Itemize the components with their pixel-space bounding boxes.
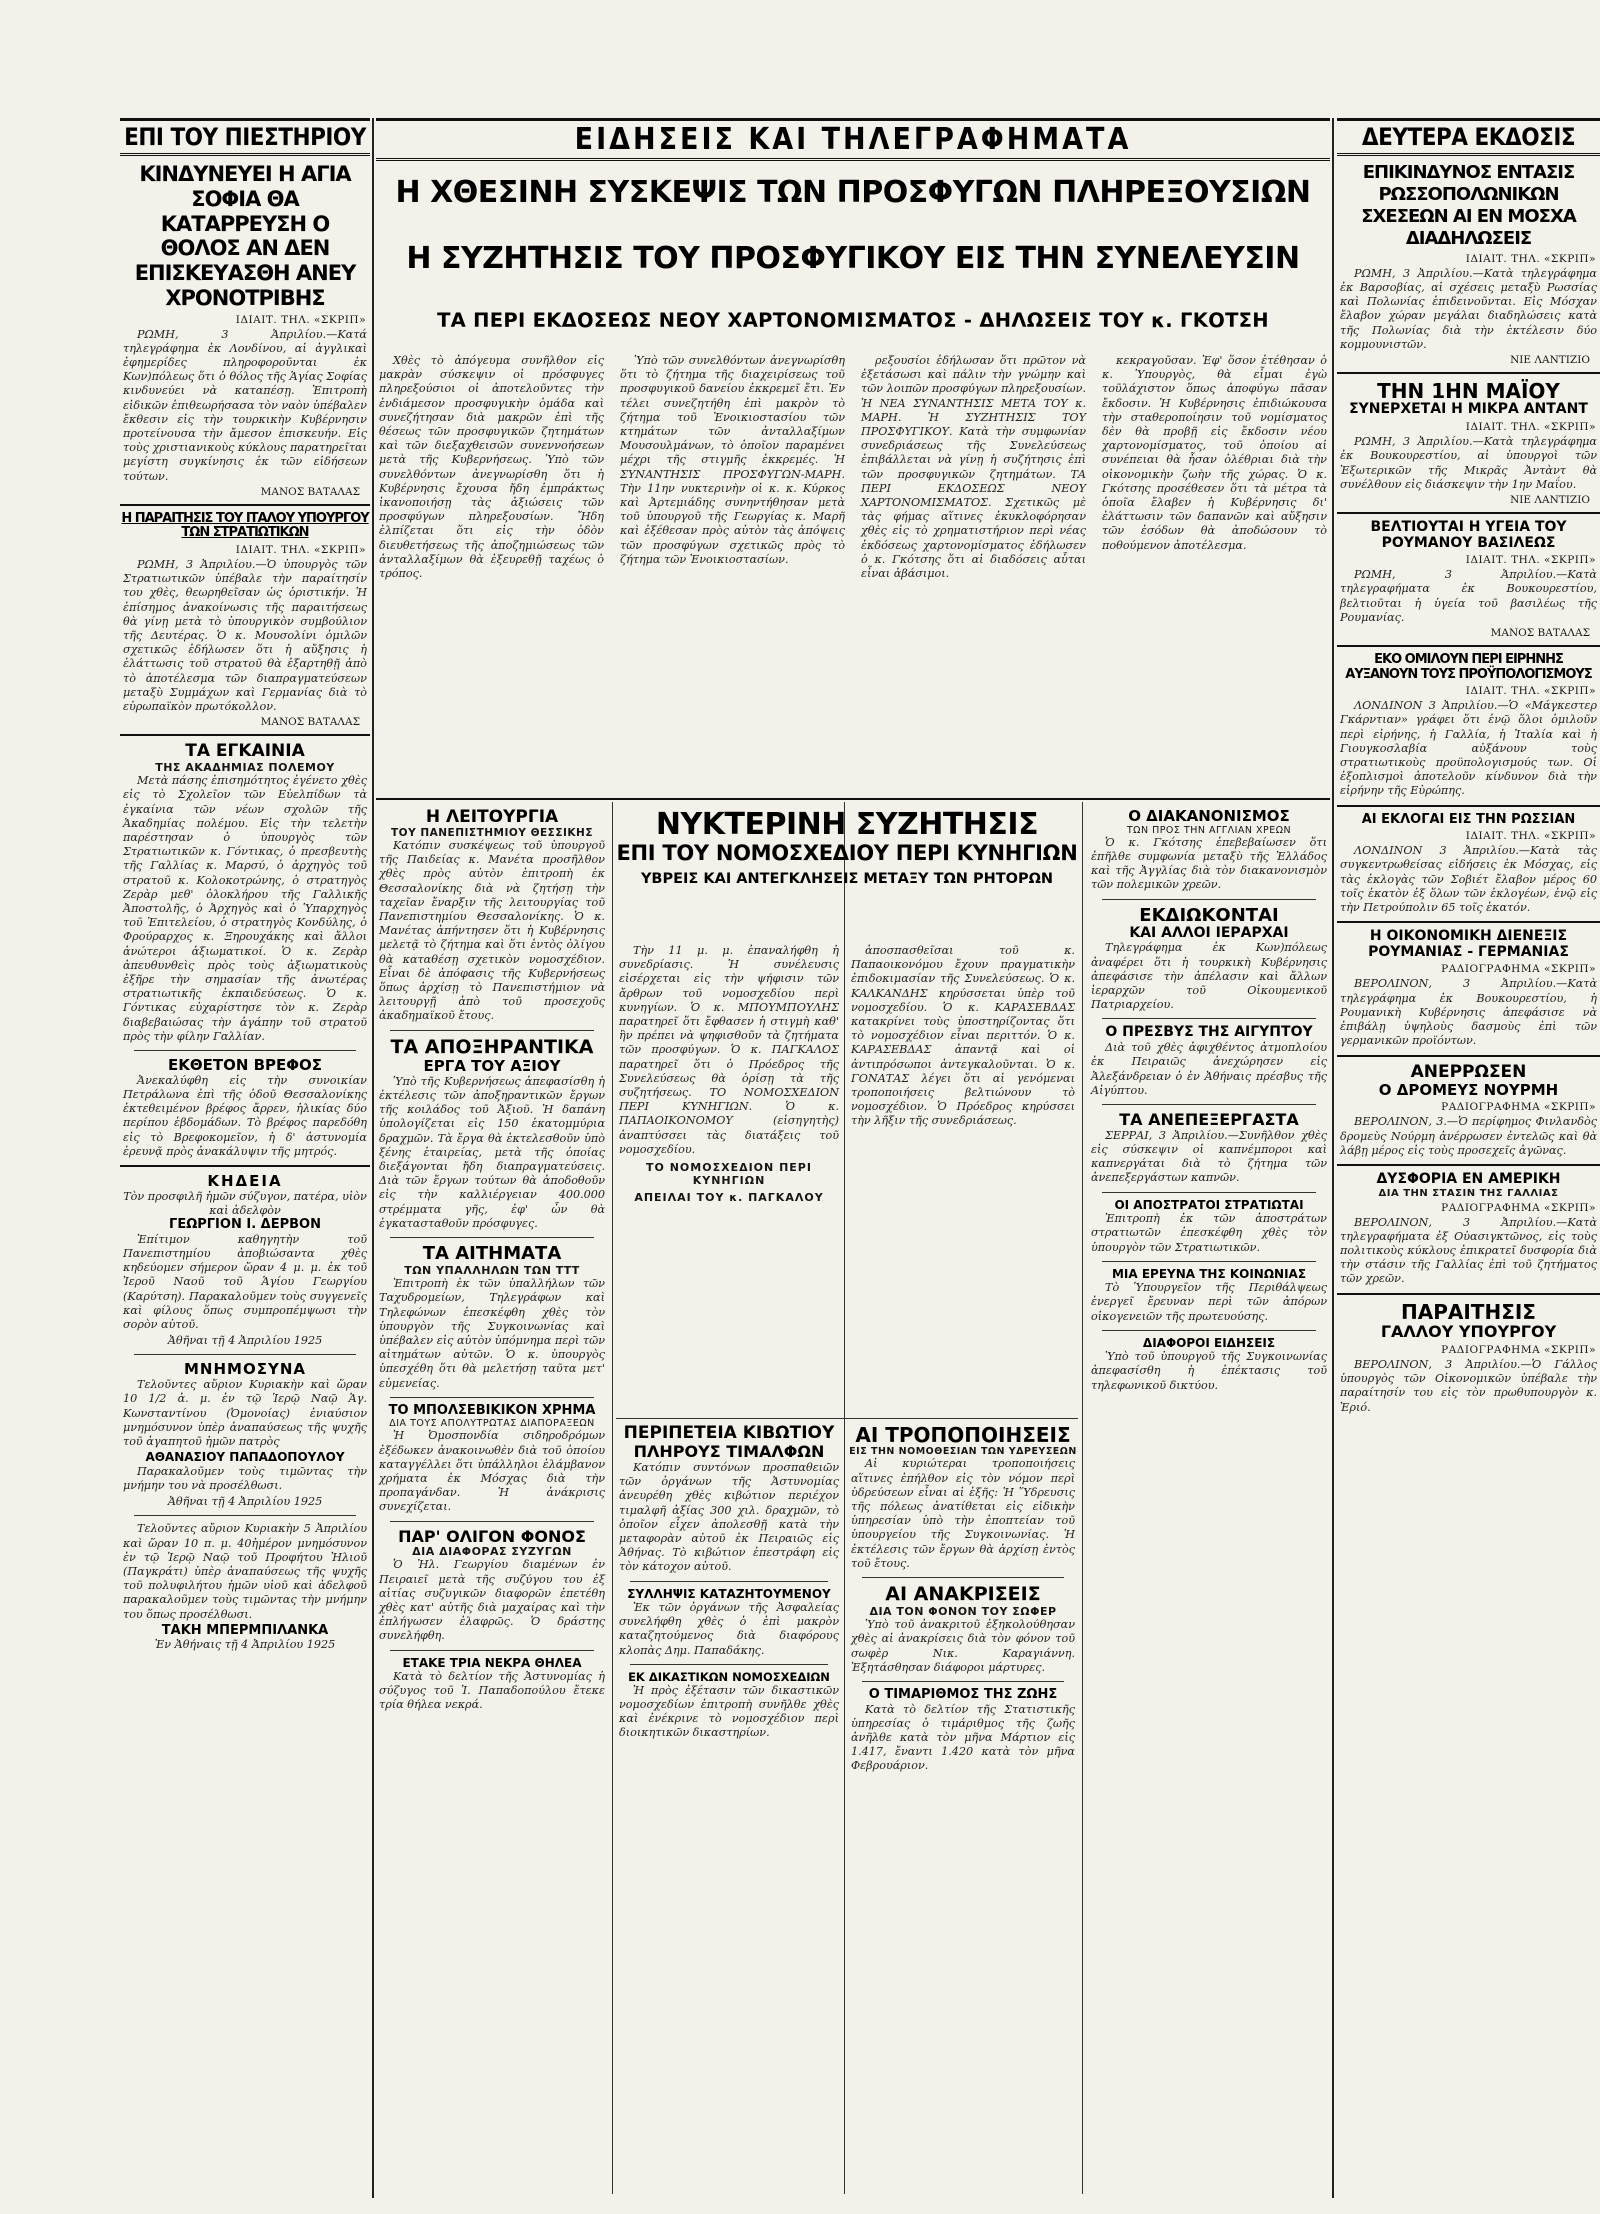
- memorial-headline: ΜΝΗΜΟΣΥΝΑ: [184, 1360, 306, 1379]
- divider: [1102, 1261, 1316, 1262]
- quarrel-subheadline: ΔΙΑ ΔΙΑΦΟΡΑΣ ΣΥΖΥΓΩΝ: [412, 1545, 572, 1559]
- divider: [376, 798, 1330, 800]
- article-text: ΛΟΝΔΙΝΟΝ 3 Ἀπριλίου.—Κατὰ τὰς συγκεντρωθείσας εἰδήσεις ἐκ Μόσχας, εἰς τὰς ἐκλογὰς τῶν Σοβιέτ ἔλαβον μέρος 60 τοῖς ἑκατὸν ἐξ ὅλων τῶν ἐκλογέων, ἐνῷ εἰς τὴν Πετρούπολιν 65 τοῖς ἑκατόν.: [1340, 844, 1597, 914]
- divider: [120, 504, 370, 506]
- article-text: Κατόπιν συντόνων προσπαθειῶν τῶν ὀργάνων τῆς Ἀστυνομίας ἀνευρέθη χθὲς κιβώτιον περιέχον τιμαλφῆ ἀξίας 300 χιλ. δραχμῶν, τὸ ὁποῖον εἶχεν ἀπολεσθῇ κατὰ τὴν μεταφορὰν αὐτοῦ ἐκ Πειραιῶς εἰς Ἀθήνας. Τὸ κιβώτιον ἐπεστράφη εἰς τὸν κάτοχον αὐτοῦ.: [619, 1460, 839, 1574]
- king-body: [1337, 568, 1600, 625]
- memorial2-body: [120, 1522, 370, 1621]
- resignation-body: [120, 558, 370, 714]
- article-text: Χθὲς τὸ ἀπόγευμα συνῆλθον εἰς μακρὰν σύσκεψιν οἱ πρόσφυγες πληρεξούσιοι οἱ ἀποτελοῦντες τὴν ἐνδιάμεσον προσφυγικὴν ὁμάδα καὶ συνεζήτησαν διὰ μακρῶν ἐπὶ τῆς θέσεως τῶν προσφυγικῶν ζητημάτων καὶ τῶν διεξαχθεισῶν συνεννοήσεων μετὰ τῆς Κυβερνήσεως. Ὑπὸ τῶν συνελθόντων ἀνεγνωρίσθη ὅτι ἡ Κυβέρνησις ἔχουσα ἤδη ἐμπράκτως ἱκανοποιήσῃ τὰς ἀξιώσεις τῶν προσφύγων πληρεξουσίων. Ἤδη ἐλπίζεται ὅτι εἰς τὴν ὁδὸν διευθετήσεως τῆς ἀποζημιώσεως τῶν ἀνταλλαξίμων θὰ ἐξευρεθῇ ταχέως ὁ τρόπος.: [379, 354, 604, 581]
- divider: [1337, 1055, 1600, 1057]
- debate-header: [616, 808, 1078, 940]
- dead-births-headline: ΕΤΑΚΕ ΤΡΙΑ ΝΕΚΡΑ ΘΗΛΕΑ: [402, 1655, 582, 1670]
- lead-column-1: [376, 354, 607, 794]
- debate-headline: ΝΥΚΤΕΡΙΝΗ ΣΥΖΗΤΗΣΙΣ: [655, 808, 1039, 842]
- debate-column-2: [848, 944, 1078, 1414]
- academy-headline: ΤΑ ΕΓΚΑΙΝΙΑ: [185, 741, 305, 762]
- funeral-intro: Τὸν προσφιλῆ ἡμῶν σύζυγον, πατέρα, υἱὸν καὶ ἀδελφὸν: [123, 1189, 367, 1218]
- egypt-headline: Ο ΠΡΕΣΒΥΣ ΤΗΣ ΑΙΓΥΠΤΟΥ: [1105, 1024, 1313, 1041]
- divider: [1337, 1164, 1600, 1166]
- lead-column-2: [617, 354, 848, 794]
- article-text: Παρακαλοῦμεν τοὺς τιμῶντας τὴν μνήμην του νὰ προσέλθωσι.: [123, 1464, 367, 1492]
- court-body: [616, 1684, 842, 1741]
- byline: ΙΔΙΑΙΤ. ΤΗΛ. «ΣΚΡΙΠ»: [1465, 830, 1596, 843]
- infant-headline: ΕΚΘΕΤΟΝ ΒΡΕΦΟΣ: [167, 1056, 323, 1075]
- reforms-subheadline: ΕΙΣ ΤΗΝ ΝΟΜΟΘΕΣΙΑΝ ΤΩΝ ΥΔΡΕΥΣΕΩΝ: [849, 1446, 1077, 1458]
- reforms-body: [848, 1457, 1078, 1571]
- bishops-headline: ΕΚΔΙΩΚΟΝΤΑΙ: [1139, 904, 1279, 926]
- signature: ΜΑΝΟΣ ΒΑΤΑΛΑΣ: [260, 485, 360, 498]
- drainage-body: [376, 1075, 608, 1231]
- tobacco-body: [1088, 1129, 1330, 1186]
- veterans-headline: ΟΙ ΑΠΟΣΤΡΑΤΟΙ ΣΤΡΑΤΙΩΤΑΙ: [1114, 1197, 1304, 1212]
- entente-headline: ΤΗΝ 1ΗΝ ΜΑΪΟΥ: [1377, 379, 1560, 404]
- funeral-headline: ΚΗΔΕΙΑ: [207, 1172, 283, 1191]
- article-text: Τελοῦντες αὔριον Κυριακὴν καὶ ὥραν 10 1/2 ἀ. μ. ἐν τῷ Ἱερῷ Ναῷ Ἁγ. Κωνσταντίνου (Ὀμονοίας) ἐνιαύσιον μνημόσυνον ὑπὲρ ἀναπαύσεως τῆς ψυχῆς τοῦ ἀγαπητοῦ ἡμῶν πατρὸς: [123, 1378, 367, 1449]
- byline: ΡΑΔΙΟΓΡΑΦΗΜΑ «ΣΚΡΙΠ»: [1441, 1343, 1596, 1356]
- refugees-headline: Η ΧΘΕΣΙΝΗ ΣΥΣΚΕΨΙΣ ΤΩΝ ΠΡΟΣΦΥΓΩΝ ΠΛΗΡΕΞΟΥΣΙΩΝ: [395, 175, 1311, 210]
- article-text: Κατόπιν συσκέψεως τοῦ ὑπουργοῦ τῆς Παιδείας κ. Μανέτα προσῆλθον χθὲς πρὸς αὐτὸν ἐπιτροπὴ ἐκ Θεσσαλονίκης διὰ νὰ ζητήσῃ τὴν ταχεῖαν ἔναρξιν τῆς λειτουργίας τοῦ Πανεπιστημίου Θεσσαλονίκης. Ὁ κ. Μανέτας ἀπήντησεν ὅτι ἡ Κυβέρνησις μελετᾷ τὸ ζήτημα καὶ ὅτι ἐντὸς ὀλίγου θὰ καταθέσῃ σχετικὸν νομοσχέδιον. Εἶναι δὲ ἀπόφασις τῆς Κυβερνήσεως ὅπως ἀρχίσῃ τὸ Πανεπιστήμιον νὰ λειτουργῇ ἀπὸ τοῦ προσεχοῦς ἀκαδημαϊκοῦ ἔτους.: [379, 839, 605, 1023]
- divider: [1102, 1104, 1316, 1105]
- insults-subheadline: ΥΒΡΕΙΣ ΚΑΙ ΑΝΤΕΓΚΛΗΣΕΙΣ ΜΕΤΑΞΥ ΤΩΝ ΡΗΤΟΡΩΝ: [640, 871, 1054, 888]
- america-headline: ΔΥΣΦΟΡΙΑ ΕΝ ΑΜΕΡΙΚΗ: [1376, 1170, 1561, 1187]
- divider: [120, 1165, 370, 1167]
- hagia-sophia-body: [120, 328, 370, 484]
- russia-elections-headline: ΑΙ ΕΚΛΟΓΑΙ ΕΙΣ ΤΗΝ ΡΩΣΣΙΑΝ: [1361, 811, 1576, 827]
- article-text: Τηλεγράφημα ἐκ Κων)πόλεως ἀναφέρει ὅτι ἡ τουρκικὴ Κυβέρνησις ἀπεφάσισε τὴν ἀπέλασιν καὶ ἄλλων ἱεραρχῶν τοῦ Οἰκουμενικοῦ Πατριαρχείου.: [1091, 941, 1327, 1012]
- settlement-body: [1088, 836, 1330, 893]
- article-text: ΡΩΜΗ, 3 Ἀπριλίου.—Κατὰ τηλεγράφημα ἐκ Βουκουρεστίου, αἱ ὑπουργοὶ τῶν Ἐξωτερικῶν τῆς Μικρᾶς Ἀντὰντ θὰ συνέλθουν εἰς διάσκεψιν τὴν 1ην Μαΐου.: [1340, 435, 1597, 491]
- reforms-headline: ΑΙ ΤΡΟΠΟΠΟΙΗΣΕΙΣ: [855, 1424, 1071, 1447]
- column-rule: [844, 802, 845, 2194]
- article-text: Ἐπιτροπὴ ἐκ τῶν ὑπαλλήλων τῶν Ταχυδρομείων, Τηλεγράφων καὶ Τηλεφώνων ἐπεσκέφθη χθὲς τὸν ὑπουργὸν τῆς Συγκοινωνίας καὶ ὑπέβαλεν εἰς αὐτὸν ὑπόμνημα περὶ τῶν αἰτημάτων αὐτῶν. Ὁ κ. ὑπουργὸς ὑπεσχέθη ὅτι θὰ μελετήσῃ ταῦτα μετ' εὐμενείας.: [379, 1277, 605, 1390]
- article-text: Ὑπὸ τοῦ ἀνακριτοῦ ἐξηκολούθησαν χθὲς αἱ ἀνακρίσεις διὰ τὸν φόνον τοῦ σωφὲρ Νικ. Καραγιάννη. Ἐξητάσθησαν διάφοροι μάρτυρες.: [851, 1618, 1075, 1674]
- divider: [120, 734, 370, 736]
- signature: ΝΙΕ ΛΑΝΤΙΖΙΟ: [1510, 354, 1590, 367]
- memorial-name: ΑΘΑΝΑΣΙΟΥ ΠΑΠΑΔΟΠΟΥΛΟΥ: [145, 1450, 345, 1465]
- infant-body: [120, 1074, 370, 1159]
- memorial-date: Ἀθῆναι τῇ 4 Ἀπριλίου 1925: [167, 1495, 323, 1509]
- bolshevik-money-body: [376, 1429, 608, 1514]
- divider: [1337, 512, 1600, 514]
- settlement-subheadline: ΤΩΝ ΠΡΟΣ ΤΗΝ ΑΓΓΛΙΑΝ ΧΡΕΩΝ: [1126, 824, 1292, 836]
- civil-servants-body: [376, 1277, 608, 1391]
- society-body: [1088, 1281, 1330, 1324]
- article-text: Τὸ Ὑπουργεῖον τῆς Περιθάλψεως ἐνεργεῖ ἔρευναν περὶ τῶν ἀπόρων οἰκογενειῶν τῆς πρωτευούσης.: [1091, 1281, 1327, 1323]
- box-headline: ΠΕΡΙΠΕΤΕΙΑ ΚΙΒΩΤΙΟΥ: [623, 1424, 835, 1443]
- funeral-name: ΓΕΩΡΓΙΟΝ Ι. ΔΕΡΒΟΝ: [169, 1217, 321, 1233]
- article-text: Ὑπὸ τῆς Κυβερνήσεως ἀπεφασίσθη ἡ ἐκτέλεσις τῶν ἀποξηραντικῶν ἔργων τῆς κοιλάδος τοῦ Ἀξιοῦ. Ἡ δαπάνη ὑπολογίζεται εἰς 150 ἑκατομμύρια δραχμῶν. Τὰ ἔργα θὰ ἐκτελεσθοῦν ὑπὸ ξένης ἑταιρείας, μετὰ τῆς ὁποίας διεξάγονται ἤδη διαπραγματεύσεις. Διὰ τῶν ἔργων τούτων θὰ ἀποδοθοῦν εἰς τὴν καλλιέργειαν 400.000 στρέμματα γῆς, ἐφ' ὧν θὰ ἐγκατασταθοῦν πρόσφυγες.: [379, 1074, 605, 1230]
- article-text: Τελοῦντες αὔριον Κυριακὴν 5 Ἀπριλίου καὶ ὥραν 10 π. μ. 40ἡμέρον μνημόσυνον ἐν τῷ Ἱερῷ Ναῷ τοῦ Προφήτου Ἠλιοῦ (Παγκράτι) ὑπὲρ ἀναπαύσεως τῆς ψυχῆς τοῦ πολυφιλήτου ἡμῶν υἱοῦ καὶ ἀδελφοῦ παρακαλοῦμεν τοὺς τιμῶντας τὴν μνήμην του ὅπως προσέλθωσι.: [123, 1522, 367, 1621]
- society-headline: ΜΙΑ ΕΡΕΥΝΑ ΤΗΣ ΚΟΙΝΩΝΙΑΣ: [1111, 1266, 1307, 1281]
- column-rule: [612, 802, 613, 2194]
- byline: ΙΔΙΑΙΤ. ΤΗΛ. «ΣΚΡΙΠ»: [1465, 685, 1596, 698]
- budget-headline: ΕΚΟ ΟΜΙΛΟΥΝ ΠΕΡΙ ΕΙΡΗΝΗΣ ΑΥΞΑΝΟΥΝ ΤΟΥΣ ΠΡΟΫΠΟΛΟΓΙΣΜΟΥΣ: [1345, 652, 1592, 682]
- civil-servants-headline: ΤΑ ΑΙΤΗΜΑΤΑ: [422, 1242, 562, 1264]
- lower-column-c: [848, 1424, 1078, 2194]
- article-text: Ὁ Ἠλ. Γεωργίου διαμένων ἐν Πειραιεῖ μετὰ τῆς συζύγου του ἐξ αἰτίας συζυγικῶν διαφορῶν ἐπετέθη χθὲς κατ' αὐτῆς διὰ μαχαίρας καὶ τὴν ἐπλήγωσεν ἐλαφρῶς. Ὁ δράστης συνελήφθη.: [379, 1558, 605, 1643]
- divider: [616, 1418, 1078, 1419]
- middle-banner: ΕΙΔΗΣΕΙΣ ΚΑΙ ΤΗΛΕΓΡΑΦΗΜΑΤΑ: [376, 118, 1330, 161]
- column-rule: [1082, 802, 1083, 2194]
- article-text: ΡΩΜΗ, 3 Ἀπριλίου.—Ὁ ὑπουργὸς τῶν Στρατιωτικῶν ὑπέβαλε τὴν παραίτησίν του χθὲς, θεωρηθεῖσαν ὡς ὁριστικήν. Ἡ ἐπίσημος ἀνακοίνωσις τῆς παραιτήσεως θὰ γίνῃ μετὰ τὸ ὑπουργικὸν συμβούλιον τῆς Δευτέρας. Ὁ κ. Μουσολίνι ὁμιλῶν σχετικῶς ἐδήλωσεν ὅτι ἡ αὔξησις ἡ ἐλάττωσις τοῦ στρατοῦ θὰ ἐξαρτηθῇ ἀπὸ τὸ ἀποτέλεσμα τῶν διαπραγματεύσεων μεταξὺ Συμμάχων καὶ Γερμανίας διὰ τὸ εὐρωπαϊκὸν πρωτόκολλον.: [123, 557, 367, 713]
- divider: [134, 1050, 356, 1051]
- tension-body: [1337, 267, 1600, 352]
- tension-headline: ΕΠΙΚΙΝΔΥΝΟΣ ΕΝΤΑΣΙΣ ΡΩΣΣΟΠΟΛΩΝΙΚΩΝ ΣΧΕΣΕΩΝ ΑΙ ΕΝ ΜΟΣΧΑ ΔΙΑΔΗΛΩΣΕΙΣ: [1361, 162, 1576, 249]
- right-column: [1337, 118, 1600, 2198]
- divider: [390, 1030, 594, 1031]
- divider: [1102, 899, 1316, 900]
- romania-body: [1337, 977, 1600, 1048]
- article-text: Ἐπιτροπὴ ἐκ τῶν ἀποστράτων στρατιωτῶν ἐπεσκέφθη χθὲς τὸν ὑπουργὸν τῶν Στρατιωτικῶν.: [1091, 1212, 1327, 1254]
- article-text: ΒΕΡΟΛΙΝΟΝ, 3 Ἀπριλίου.—Κατὰ τηλεγραφήματα ἐξ Οὐασιγκτῶνος, εἰς τοὺς πολιτικοὺς κύκλους ἐπικρατεῖ δυσφορία διὰ τὴν στάσιν τῆς Γαλλίας ἐπὶ τοῦ ζητήματος τῶν χρεῶν.: [1340, 1215, 1597, 1286]
- romania-headline: Η ΟΙΚΟΝΟΜΙΚΗ ΔΙΕΝΕΞΙΣ ΡΟΥΜΑΝΙΑΣ - ΓΕΡΜΑΝΙΑΣ: [1368, 928, 1569, 960]
- divider: [630, 1664, 828, 1665]
- hunting-subhead: ΤΟ ΝΟΜΟΣΧΕΔΙΟΝ ΠΕΡΙ ΚΥΝΗΓΙΩΝ: [646, 1161, 812, 1188]
- article-text: ΡΩΜΗ, 3 Ἀπριλίου.—Κατά τηλεγράφημα ἐκ Λονδίνου, αἱ ἀγγλικαὶ ἐφημερίδες πληροφοροῦνται ἐκ Κων)πόλεως ὅτι ὁ θόλος τῆς Ἁγίας Σοφίας κινδυνεύει νὰ καταπέσῃ. Ἐπιτροπὴ εἰδικῶν ἐπιθεωρήσασα τὸν ναὸν ὑπέβαλεν ἔκθεσιν εἰς τὴν τουρκικὴν Κυβέρνησιν προτείνουσα τὴν ἄμεσον ἐπισκευήν. Εἰς τοὺς χριστιανικοὺς κύκλους παρατηρεῖται μεγίστη συγκίνησις ἐκ τῶν εἰδήσεων τούτων.: [123, 327, 367, 483]
- investigation-subheadline: ΔΙΑ ΤΟΝ ΦΟΝΟΝ ΤΟΥ ΣΩΦΕΡ: [869, 1605, 1057, 1619]
- divider: [390, 1237, 594, 1238]
- bishops-subheadline: ΚΑΙ ΑΛΛΟΙ ΙΕΡΑΡΧΑΙ: [1129, 924, 1289, 941]
- bolshevik-money-subheadline: ΔΙΑ ΤΟΥΣ ΑΠΟΛΥΤΡΩΤΑΣ ΔΙΑΠΟΡΑΞΕΩΝ: [389, 1418, 595, 1430]
- university-subheadline: ΤΟΥ ΠΑΝΕΠΙΣΤΗΜΙΟΥ ΘΕΣΣΙΚΗΣ: [390, 827, 594, 840]
- nurmi-headline: ΑΝΕΡΡΩΣΕΝ: [1410, 1061, 1527, 1082]
- divider: [134, 1354, 356, 1355]
- divider: [390, 1397, 594, 1398]
- article-text: ΡΩΜΗ, 3 Ἀπριλίου.—Κατὰ τηλεγραφήματα ἐκ Βουκουρεστίου, βελτιοῦται ἡ ὑγεία τοῦ βασιλέως τῆς Ρουμανίας.: [1340, 568, 1597, 624]
- column-rule: [1332, 118, 1334, 2198]
- hagia-sophia-headline: ΚΙΝΔΥΝΕΥΕΙ Η ΑΓΙΑ ΣΟΦΙΑ ΘΑ ΚΑΤΑΡΡΕΥΣΗ Ο ΘΟΛΟΣ ΑΝ ΔΕΝ ΕΠΙΣΚΕΥΑΣΘΗ ΑΝΕΥ ΧΡΟΝΟΤΡΙΒΗΣ: [134, 162, 356, 310]
- lead-story-body: [376, 354, 1330, 794]
- quarrel-headline: ΠΑΡ' ΟΛΙΓΟΝ ΦΟΝΟΣ: [398, 1526, 586, 1546]
- byline: ΡΑΔΙΟΓΡΑΦΗΜΑ «ΣΚΡΙΠ»: [1441, 1201, 1596, 1214]
- article-text: Ἀνεκαλύφθη εἰς τὴν συνοικίαν Πετράλωνα ἐπὶ τῆς ὁδοῦ Θεσσαλονίκης ἐκτεθειμένον βρέφος ἄρρεν, ἡλικίας δύο περίπου ἑβδομάδων. Τὸ βρέφος παρεδόθη εἰς τὸ Βρεφοκομεῖον, ἡ δ' ἀστυνομία ἐρευνᾷ πρὸς ἀνακάλυψιν τῆς μητρός.: [123, 1073, 367, 1158]
- box-body: [616, 1461, 842, 1575]
- byline: ΡΑΔΙΟΓΡΑΦΗΜΑ «ΣΚΡΙΠ»: [1441, 1101, 1596, 1114]
- byline: ΙΔΙΑΙΤ. ΤΗΛ. «ΣΚΡΙΠ»: [1465, 421, 1596, 434]
- university-headline: Η ΛΕΙΤΟΥΡΓΙΑ: [425, 808, 559, 827]
- university-body: [376, 839, 608, 1024]
- box-subheadline: ΠΛΗΡΟΥΣ ΤΙΜΑΛΦΩΝ: [633, 1442, 825, 1462]
- signature: ΜΑΝΟΣ ΒΑΤΑΛΑΣ: [1490, 627, 1590, 640]
- veterans-body: [1088, 1212, 1330, 1255]
- left-banner: ΕΠΙ ΤΟΥ ΠΙΕΣΤΗΡΙΟΥ: [120, 118, 370, 156]
- middle-column: [376, 118, 1330, 2198]
- divider: [1337, 372, 1600, 374]
- divider: [1102, 1330, 1316, 1331]
- america-body: [1337, 1216, 1600, 1287]
- article-text: ΛΟΝΔΙΝΟΝ 3 Ἀπριλίου.—Ὁ «Μάγκεστερ Γκάρντιαν» γράφει ὅτι ἐνῷ ὅλοι ὁμιλοῦν περὶ εἰρήνης, ἡ Γαλλία, ἡ Ἰταλία καὶ ἡ Γιουγκοσλαβία αὐξάνουν τοὺς στρατιωτικοὺς προϋπολογισμούς των. Οἱ ἐξοπλισμοὶ ἀποτελοῦν κίνδυνον διὰ τὴν εἰρήνην τῆς Εὐρώπης.: [1340, 699, 1597, 798]
- divider: [1337, 921, 1600, 923]
- right-banner: ΔΕΥΤΕΡΑ ΕΚΔΟΣΙΣ: [1337, 118, 1600, 156]
- drainage-subheadline: ΕΡΓΑ ΤΟΥ ΑΞΙΟΥ: [423, 1056, 561, 1075]
- king-headline: ΒΕΛΤΙΟΥΤΑΙ Η ΥΓΕΙΑ ΤΟΥ ΡΟΥΜΑΝΟΥ ΒΑΣΙΛΕΩΣ: [1370, 518, 1567, 551]
- article-text: ΒΕΡΟΛΙΝΟΝ, 3.—Ὁ περίφημος Φινλανδὸς δρομεὺς Νούρμη ἀνέρρωσεν ἐντελῶς καὶ θὰ λάβῃ μέρος εἰς τοὺς προσεχεῖς ἀγῶνας.: [1340, 1115, 1597, 1157]
- lower-column-d: [1088, 808, 1330, 2194]
- budget-body: [1337, 699, 1600, 798]
- divider: [1337, 805, 1600, 807]
- resignation-headline: Η ΠΑΡΑΙΤΗΣΙΣ ΤΟΥ ΙΤΑΛΟΥ ΥΠΟΥΡΓΟΥ ΤΩΝ ΣΤΡΑΤΙΩΤΙΚΩΝ: [121, 510, 369, 541]
- civil-servants-subheadline: ΤΩΝ ΥΠΑΛΛΗΛΩΝ ΤΩΝ ΤΤΤ: [404, 1264, 580, 1278]
- memorial-tail: [120, 1465, 370, 1493]
- dead-births-body: [376, 1670, 608, 1713]
- lead-column-4: [1099, 354, 1330, 794]
- lower-column-a: [376, 808, 608, 2194]
- hunting-bill-headline: ΕΠΙ ΤΟΥ ΝΟΜΟΣΧΕΔΙΟΥ ΠΕΡΙ ΚΥΝΗΓΙΩΝ: [616, 840, 1078, 865]
- misc-body: [1088, 1350, 1330, 1393]
- quarrel-body: [376, 1558, 608, 1643]
- investigation-body: [848, 1618, 1078, 1675]
- signature: ΜΑΝΟΣ ΒΑΤΑΛΑΣ: [260, 716, 360, 729]
- byline: ΡΑΔΙΟΓΡΑΦΗΜΑ «ΣΚΡΙΠ»: [1441, 963, 1596, 976]
- russia-elections-body: [1337, 844, 1600, 915]
- assembly-headline: Η ΣΥΖΗΤΗΣΙΣ ΤΟΥ ΠΡΟΣΦΥΓΙΚΟΥ ΕΙΣ ΤΗΝ ΣΥΝΕΛΕΥΣΙΝ: [406, 241, 1300, 276]
- misc-headline: ΔΙΑΦΟΡΟΙ ΕΙΔΗΣΕΙΣ: [1142, 1335, 1276, 1350]
- funeral-body: [120, 1233, 370, 1332]
- article-text: Τὴν 11 μ. μ. ἐπαναλήφθη ἡ συνεδρίασις. Ἡ συνέλευσις εἰσέρχεται εἰς τὴν ψήφισιν τῶν ἄρθρων τοῦ νομοσχεδίου περὶ κυνηγίων. Ὁ κ. ΜΠΟΥΜΠΟΥΛΗΣ παρατηρεῖ ὅτι ἔφθασεν ἡ στιγμὴ καθ' ἣν πρέπει νὰ ψηφισθοῦν τὰ ζητήματα τῶν προσφύγων. Ὁ κ. ΠΑΓΚΑΛΟΣ παρατηρεῖ ὅτι ὁ Πρόεδρος τῆς Συνελεύσεως θὰ ὁρίσῃ τὰ τῆς συζητήσεως. ΤΟ ΝΟΜΟΣΧΕΔΙΟΝ ΠΕΡΙ ΚΥΝΗΓΙΩΝ. Ὁ κ. ΠΑΠΑΟΙΚΟΝΟΜΟΥ (εἰσηγητὴς) ἀναπτύσσει τὰς διατάξεις τοῦ νομοσχεδίου.: [619, 944, 839, 1156]
- cost-of-living-headline: Ο ΤΙΜΑΡΙΘΜΟΣ ΤΗΣ ΖΩΗΣ: [868, 1687, 1058, 1703]
- article-text: Ἡ πρὸς ἐξέτασιν τῶν δικαστικῶν νομοσχεδίων ἐπιτροπὴ συνῆλθε χθὲς καὶ ἐνέκρινε τὸ νομοσχέδιον περὶ διοικητικῶν δικαστηρίων.: [619, 1683, 839, 1740]
- article-text: Κατὰ τὸ δελτίον τῆς Ἀστυνομίας ἡ σύζυγος τοῦ Ἰ. Παπαδοπούλου ἔτεκε τρία θήλεα νεκρά.: [379, 1670, 605, 1712]
- drainage-headline: ΤΑ ΑΠΟΞΗΡΑΝΤΙΚΑ: [390, 1035, 594, 1058]
- divider: [1102, 1018, 1316, 1019]
- byline: ΙΔΙΑΙΤ. ΤΗΛ. «ΣΚΡΙΠ»: [235, 543, 366, 556]
- divider: [862, 1681, 1064, 1682]
- gallo-headline: ΠΑΡΑΙΤΗΣΙΣ: [1401, 1299, 1536, 1324]
- egypt-body: [1088, 1041, 1330, 1098]
- academy-body: [120, 774, 370, 1044]
- divider: [1102, 1192, 1316, 1193]
- divider: [862, 1577, 1064, 1578]
- divider: [1337, 1293, 1600, 1295]
- divider: [630, 1581, 828, 1582]
- article-text: Ἐπίτιμον καθηγητὴν τοῦ Πανεπιστημίου ἀποβιώσαντα χθὲς κηδεύομεν σήμερον ὥραν 4 μ. μ. ἐκ τοῦ Ἱεροῦ Ναοῦ τοῦ Ἁγίου Γεωργίου (Καρύτση). Παρακαλοῦμεν τοὺς συγγενεῖς καὶ φίλους ὅπως συμπροπέμψωσι τὴν σορὸν αὐτοῦ.: [123, 1232, 367, 1332]
- divider: [390, 1650, 594, 1651]
- memorial2-name: ΤΑΚΗ ΜΠΕΡΜΠΙΛΑΝΚΑ: [161, 1622, 329, 1638]
- article-text: Ἡ Ὀμοσπονδία σιδηροδρόμων ἐξέδωκεν ἀνακοινωθὲν διὰ τοῦ ὁποίου καταγγέλλει ὅτι ὑπάλληλοι ἐλάμβανον χρήματα ἐκ Μόσχας διὰ τὴν προπαγάνδαν. Ἡ ἀνάκρισις συνεχίζεται.: [379, 1429, 605, 1514]
- tobacco-headline: ΤΑ ΑΝΕΠΕΞΕΡΓΑΣΤΑ: [1119, 1109, 1299, 1129]
- funeral-date: Ἀθῆναι τῇ 4 Ἀπριλίου 1925: [167, 1334, 323, 1348]
- currency-subheadline: ΤΑ ΠΕΡΙ ΕΚΔΟΣΕΩΣ ΝΕΟΥ ΧΑΡΤΟΝΟΜΙΣΜΑΤΟΣ - ΔΗΛΩΣΕΙΣ ΤΟΥ κ. ΓΚΟΤΣΗ: [437, 309, 1269, 332]
- bolshevik-money-headline: ΤΟ ΜΠΟΛΣΕΒΙΚΙΚΟΝ ΧΡΗΜΑ: [388, 1402, 596, 1418]
- academy-subheadline: ΤΗΣ ΑΚΑΔΗΜΙΑΣ ΠΟΛΕΜΟΥ: [155, 761, 335, 775]
- article-body: [848, 944, 1078, 1129]
- article-body: [616, 944, 842, 1157]
- court-headline: ΕΚ ΔΙΚΑΣΤΙΚΩΝ ΝΟΜΟΣΧΕΔΙΩΝ: [628, 1669, 830, 1684]
- threat-subhead: ΑΠΕΙΛΑΙ ΤΟΥ κ. ΠΑΓΚΑΛΟΥ: [634, 1191, 824, 1205]
- article-text: ἀποσπασθεῖσαι τοῦ κ. Παπαοικονόμου ἔχουν πραγματικὴν ἐπιδοκιμασίαν τῆς Συνελεύσεως. Ὁ κ. ΚΑΛΚΑΝΔΗΣ κηρύσσεται ὑπὲρ τοῦ νομοσχεδίου. Ὁ κ. ΚΑΡΑΣΕΒΔΑΣ κατακρίνει τοὺς ὑποστηρίζοντας ὅτι τὸ νομοσχέδιον εἶναι περιττόν. Ὁ κ. ΚΑΡΑΣΕΒΔΑΣ ἀπαντᾷ καὶ οἱ ἀντιπρόσωποι ἀντεγκαλοῦνται. Ὁ κ. ΓΟΝΑΤΑΣ λέγει ὅτι αἱ γενόμεναι τροποποιήσεις βελτιώνουν τὸ νομοσχέδιον. Ὁ Πρόεδρος κηρύσσει τὴν λῆξιν τῆς συνεδριάσεως.: [851, 944, 1075, 1128]
- nurmi-body: [1337, 1115, 1600, 1158]
- article-text: Διὰ τοῦ χθὲς ἀφιχθέντος ἀτμοπλοίου ἐκ Πειραιῶς ἀνεχώρησεν εἰς Ἀλεξάνδρειαν ὁ ἐν Ἀθήναις πρέσβυς τῆς Αἰγύπτου.: [1091, 1041, 1327, 1097]
- article-text: Ὑπὸ τοῦ ὑπουργοῦ τῆς Συγκοινωνίας ἀπεφασίσθη ἡ ἐπέκτασις τοῦ τηλεφωνικοῦ δικτύου.: [1091, 1350, 1327, 1392]
- article-text: ΣΕΡΡΑΙ, 3 Ἀπριλίου.—Συνῆλθον χθὲς εἰς σύσκεψιν οἱ καπνέμποροι καὶ καπνεργάται διὰ τὸ ζήτημα τῶν ἀνεπεξεργάστων καπνῶν.: [1091, 1128, 1327, 1185]
- entente-body: [1337, 435, 1600, 492]
- divider: [1337, 645, 1600, 647]
- left-column: [120, 118, 370, 2198]
- lower-column-b: [616, 1424, 842, 2194]
- arrest-headline: ΣΥΛΛΗΨΙΣ ΚΑΤΑΖΗΤΟΥΜΕΝΟΥ: [627, 1586, 831, 1601]
- article-text: Μετὰ πάσης ἐπισημότητος ἐγένετο χθὲς εἰς τὸ Σχολεῖον τῶν Εὐελπίδων τὰ ἐγκαίνια τῶν νέων σχολῶν τῆς Ἀκαδημίας πολέμου. Εἰς τὴν τελετὴν παρέστησαν ὁ ὑπουργὸς τῶν Στρατιωτικῶν κ. Γόντικας, ὁ πρεσβευτὴς τῆς Γαλλίας κ. Μαρσύ, ὁ ἀρχηγὸς τοῦ στρατοῦ κ. Κολοκοτρώνης, ὁ στρατηγὸς Ζερὰρ μεθ' ὁλοκλήρου τῆς Γαλλικῆς Ἀποστολῆς, ὁ Ἀρχηγὸς καὶ ὁ Ὑπαρχηγὸς τοῦ Ἐπιτελείου, ὁ στρατηγὸς Κονδύλης, ὁ Φρούραρχος κ. Ξηρουχάκης καὶ ἄλλοι ἀνώτεροι ἀξιωματικοί. Ὁ κ. Ζερὰρ ἀπευθυνθεὶς πρὸς τοὺς ἀξιωματικοὺς ἐξῆρε τὴν σημασίαν τῆς ἀνωτέρας στρατιωτικῆς ἐκπαιδεύσεως. Ὁ κ. Γόντικας εὐχαρίστησε τὸν κ. Ζερὰρ διαβεβαιώσας τὴν ἀγάπην τοῦ στρατοῦ πρὸς τὴν φίλην Γαλλίαν.: [123, 774, 367, 1043]
- divider: [390, 1521, 594, 1522]
- arrest-body: [616, 1601, 842, 1658]
- article-text: Ἐκ τῶν ὀργάνων τῆς Ἀσφαλείας συνελήφθη χθὲς ὁ ἐπὶ μακρὸν καταζητούμενος διὰ διαφόρους κλοπὰς Δημ. Παπαδάκης.: [619, 1601, 839, 1657]
- nurmi-subheadline: Ο ΔΡΟΜΕΥΣ ΝΟΥΡΜΗ: [1378, 1080, 1559, 1099]
- column-rule: [372, 118, 374, 2198]
- gallo-subheadline: ΓΑΛΛΟΥ ΥΠΟΥΡΓΟΥ: [1380, 1322, 1557, 1342]
- investigation-headline: ΑΙ ΑΝΑΚΡΙΣΕΙΣ: [885, 1583, 1041, 1606]
- divider: [134, 1515, 356, 1516]
- memorial2-date: Ἐν Ἀθήναις τῇ 4 Ἀπριλίου 1925: [154, 1638, 336, 1652]
- byline: ΙΔΙΑΙΤ. ΤΗΛ. «ΣΚΡΙΠ»: [235, 313, 366, 326]
- byline: ΙΔΙΑΙΤ. ΤΗΛ. «ΣΚΡΙΠ»: [1465, 252, 1596, 265]
- article-text: Αἱ κυριώτεραι τροποποιήσεις αἵτινες ἐπήλθον εἰς τὸν νόμον περὶ ὑδρεύσεων εἶναι αἱ ἑξῆς: Ἡ Ὕδρευσις τῆς πόλεως ἀνατίθεται εἰς εἰδικὴν ὑπηρεσίαν ὑπὸ τὴν ἐποπτείαν τοῦ ὑπουργείου τῆς Συγκοινωνίας. Ἡ ἐκτέλεσις τῶν ἔργων θὰ ἀρχίσῃ ἐντὸς τοῦ ἔτους.: [851, 1457, 1075, 1570]
- signature: ΝΙΕ ΛΑΝΤΙΖΙΟ: [1510, 493, 1590, 506]
- america-subheadline: ΔΙΑ ΤΗΝ ΣΤΑΣΙΝ ΤΗΣ ΓΑΛΛΙΑΣ: [1378, 1187, 1559, 1199]
- article-text: Κατὰ τὸ δελτίον τῆς Στατιστικῆς ὑπηρεσίας ὁ τιμάριθμος τῆς ζωῆς ἀνῆλθε κατὰ τὸν μῆνα Μάρτιον εἰς 1.417, ἔναντι 1.420 κατὰ τὸν μῆνα Φεβρουάριον.: [851, 1702, 1075, 1773]
- article-text: Ὑπὸ τῶν συνελθόντων ἀνεγνωρίσθη ὅτι τὸ ζήτημα τῆς διαχειρίσεως τοῦ προσφυγικοῦ δανείου ἐκκρεμεῖ ἔτι. Ἐν τέλει συνεζητήθη ἐπὶ μακρὸν τὸ ζήτημα τοῦ Ἐνοικιοστασίου τῶν κτημάτων τῶν ἀνταλλαξίμων Μουσουλμάνων, τὸ ὁποῖον παραμένει μέχρι τῆς στιγμῆς ἐκκρεμές. Ἡ ΣΥΝΑΝΤΗΣΙΣ ΠΡΟΣΦΥΓΩΝ-ΜΑΡΗ. Τὴν 11ην νυκτερινὴν οἱ κ. κ. Κύρκος καὶ Ἀρτεμιάδης συνηντήθησαν μετὰ τοῦ ὑπουργοῦ τῆς Γεωργίας κ. Μαρῆ καὶ ἐξέθεσαν πρὸς αὐτὸν τὰς ἀπόψεις τῶν προσφύγων σχετικῶς πρὸς τὸ ζήτημα τῶν Ἐνοικιοστασίων.: [620, 354, 845, 566]
- article-text: ρεξουσίοι ἐδήλωσαν ὅτι πρῶτον νὰ ἐξετάσωσι καὶ πάλιν τὴν γνώμην καὶ τῶν λοιπῶν προσφύγων πληρεξουσίων. Ἡ ΝΕΑ ΣΥΝΑΝΤΗΣΙΣ ΜΕΤΑ ΤΟΥ κ. ΜΑΡΗ. Ἡ ΣΥΖΗΤΗΣΙΣ ΤΟΥ ΠΡΟΣΦΥΓΙΚΟΥ. Κατὰ τὴν συμφωνίαν συνεδριάσεως τῆς Συνελεύσεως ἐπιβάλλεται νὰ γίνῃ ἡ συζήτησις ἐπὶ τῶν προσφυγικῶν ζητημάτων. ΤΑ ΠΕΡΙ ΕΚΔΟΣΕΩΣ ΝΕΟΥ ΧΑΡΤΟΝΟΜΙΣΜΑΤΟΣ. Σχετικῶς μὲ τὰς φήμας αἵτινες ἐκυκλοφόρησαν χθὲς εἰς τὸ χρηματιστήριον περὶ νέας ἐκδόσεως χαρτονομίσματος ἐδήλωσεν ὁ κ. Γκότσης ὅτι αἱ διαδόσεις αὗται εἶναι ἀβάσιμοι.: [861, 354, 1086, 581]
- gallo-body: [1337, 1358, 1600, 1415]
- article-text: Ὁ κ. Γκότσης ἐπεβεβαίωσεν ὅτι ἐπῆλθε συμφωνία μεταξὺ τῆς Ἑλλάδος καὶ τῆς Ἀγγλίας διὰ τὸν διακανονισμὸν τῶν πολεμικῶν χρεῶν.: [1091, 835, 1327, 892]
- memorial-body: [120, 1378, 370, 1449]
- article-text: κεκραγοῦσαν. Ἐφ' ὅσον ἐτέθησαν ὁ κ. Ὑπουργὸς, θὰ εἶμαι ἐγὼ τοῦλάχιστον ὅπως ἀποφύγω πᾶσαν ἔκδοσιν. Ἡ Κυβέρνησις ἐπιδιώκουσα τὴν σταθεροποίησιν τοῦ νομίσματος δὲν θὰ προβῇ εἰς ἔκδοσιν νέου χαρτονομίσματος, τοῦ ὁποίου αἱ συνέπειαι θὰ ἦσαν ὀλέθριαι διὰ τὴν οἰκονομικὴν ζωὴν τῆς χώρας. Ὁ κ. Γκότσης προσέθεσεν ὅτι τὰ μέτρα τὰ ὁποῖα ἔλαβεν ἡ Κυβέρνησις δι' ἐλάττωσιν τῶν δαπανῶν καὶ αὔξησιν τῶν ἐσόδων θὰ ἀποδώσουν τὸ ποθούμενον ἀποτέλεσμα.: [1102, 354, 1327, 552]
- article-text: ΒΕΡΟΛΙΝΟΝ, 3 Ἀπριλίου.—Ὁ Γάλλος ὑπουργὸς τῶν Οἰκονομικῶν ὑπέβαλε τὴν παραίτησίν του εἰς τὸν πρωθυπουργὸν κ. Ἑριό.: [1340, 1357, 1597, 1414]
- cost-of-living-body: [848, 1703, 1078, 1774]
- lead-column-3: [858, 354, 1089, 794]
- byline: ΙΔΙΑΙΤ. ΤΗΛ. «ΣΚΡΙΠ»: [1465, 554, 1596, 567]
- settlement-headline: Ο ΔΙΑΚΑΝΟΝΙΣΜΟΣ: [1128, 808, 1290, 825]
- article-text: ΡΩΜΗ, 3 Ἀπριλίου.—Κατὰ τηλεγράφημα ἐκ Βαρσοβίας, αἱ σχέσεις μεταξὺ Ρωσσίας καὶ Πολωνίας ἐπιδεινοῦνται. Εἰς Μόσχαν ἔλαβον χώραν μεγάλαι διαδηλώσεις κατὰ τῆς Πολωνίας διὰ τὴν ἐκτέλεσιν δύο κομμουνιστῶν.: [1340, 266, 1597, 351]
- entente-subheadline: ΣΥΝΕΡΧΕΤΑΙ Η ΜΙΚΡΑ ΑΝΤΑΝΤ: [1349, 401, 1588, 418]
- article-text: ΒΕΡΟΛΙΝΟΝ, 3 Ἀπριλίου.—Κατὰ τηλεγράφημα ἐκ Βουκουρεστίου, ἡ Ρουμανικὴ Κυβέρνησις ἀπεφάσισε νὰ ἐπιβάλῃ ὑψηλοὺς δασμοὺς ἐπὶ τῶν γερμανικῶν προϊόντων.: [1340, 977, 1597, 1048]
- debate-column-1: [616, 944, 842, 1414]
- bishops-body: [1088, 941, 1330, 1012]
